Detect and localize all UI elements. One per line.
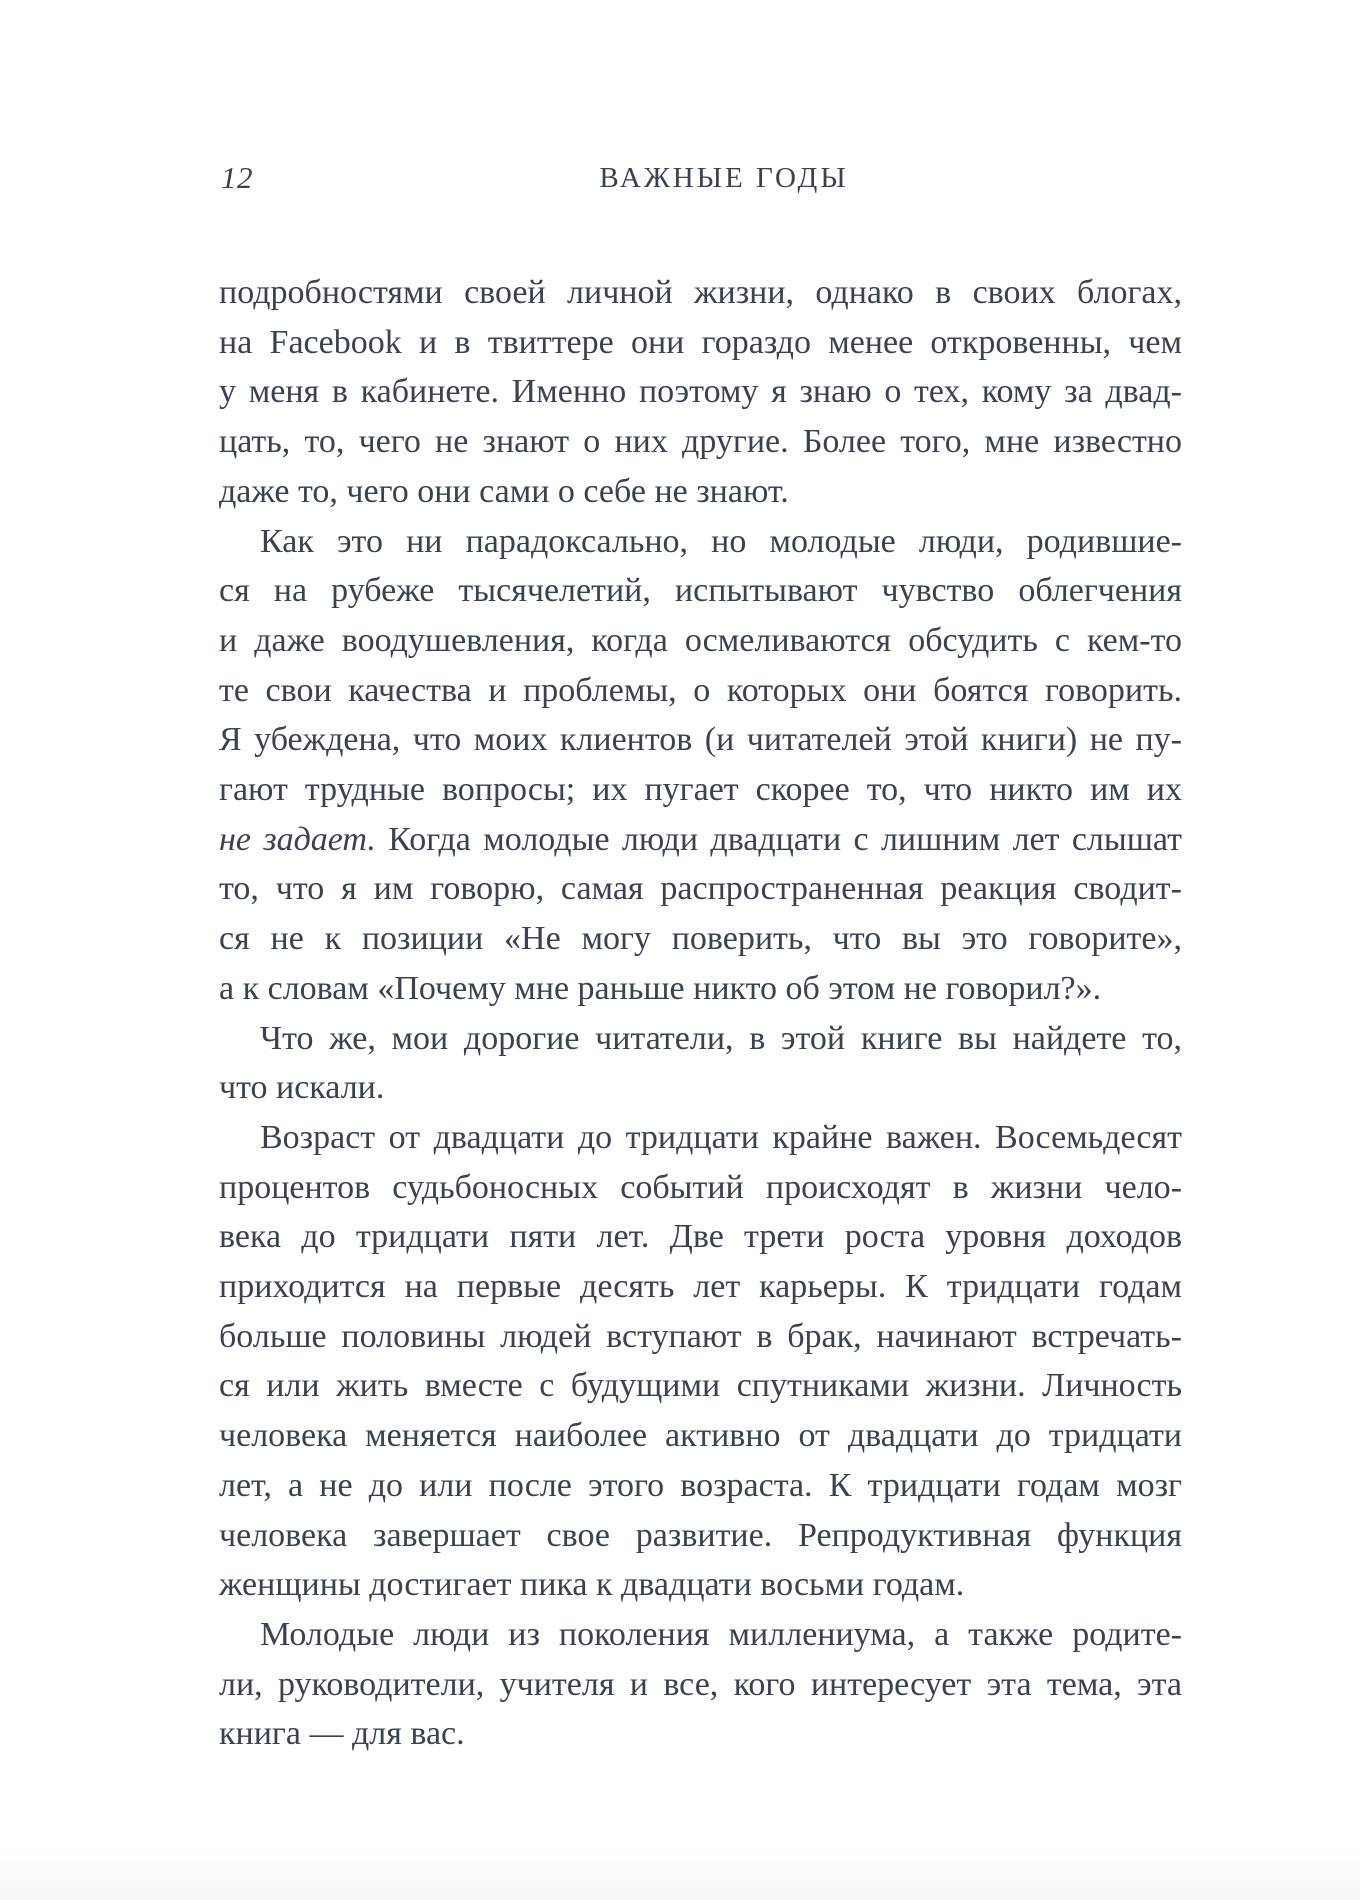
body-text <box>219 268 1182 1759</box>
text-line: то, что я им говорю, самая распространенная реакция сводит- <box>219 870 1182 908</box>
page-number: 12 <box>221 160 253 195</box>
text-line: ся или жить вместе с будущими спутниками жизни. Личность <box>219 1367 1182 1405</box>
text-line: у меня в кабинете. Именно поэтому я знаю о тех, кому за двад- <box>219 373 1182 411</box>
text-line: даже то, чего они сами о себе не знают. <box>219 472 789 510</box>
text-line: книга — для вас. <box>219 1715 465 1753</box>
page-edge-shading <box>0 1845 1360 1900</box>
text-line: подробностями своей личной жизни, однако в своих блогах, <box>219 274 1182 311</box>
text-line: человека завершает свое развитие. Репродуктивная функция <box>219 1516 1182 1554</box>
text-line: на Facebook и в твиттере они гораздо менее откровенны, чем <box>219 323 1182 361</box>
text-line: не задает. Когда молодые люди двадцати с лишним лет слышат <box>219 820 1182 858</box>
text-line: лет, а не до или после этого возраста. К тридцати годам мозг <box>219 1466 1182 1504</box>
text-line: процентов судьбоносных событий происходят в жизни чело- <box>219 1168 1182 1206</box>
running-head <box>219 160 1182 200</box>
text-line: что искали. <box>219 1069 385 1107</box>
text-line: века до тридцати пяти лет. Две трети роста уровня доходов <box>219 1218 1182 1256</box>
text-line: женщины достигает пика к двадцати восьми годам. <box>219 1566 965 1604</box>
text-line: те свои качества и проблемы, о которых они боятся говорить. <box>219 671 1182 709</box>
text-line: человека меняется наиболее активно от двадцати до тридцати <box>219 1417 1182 1455</box>
running-title: ВАЖНЫЕ ГОДЫ <box>599 162 849 194</box>
emphasis-text: не задает. <box>219 820 376 858</box>
text-line: а к словам «Почему мне раньше никто об этом не говорил?». <box>219 969 1102 1007</box>
text-line: Как это ни парадоксально, но молодые люди, родившие- <box>260 522 1182 560</box>
text-line: и даже воодушевления, когда осмеливаются обсудить с кем-то <box>219 621 1182 659</box>
text-line: Возраст от двадцати до тридцати крайне важен. Восемьдесят <box>260 1118 1182 1156</box>
text-line: ся на рубеже тысячелетий, испытывают чувство облегчения <box>219 572 1182 610</box>
text-line: гают трудные вопросы; их пугает скорее то, что никто им их <box>219 771 1182 809</box>
text-line: Я убеждена, что моих клиентов (и читателей этой книги) не пу- <box>219 721 1182 759</box>
text-line: ся не к позиции «Не могу поверить, что вы это говорите», <box>219 920 1182 958</box>
text-line: Молодые люди из поколения миллениума, а также родите- <box>260 1615 1182 1653</box>
text-line: Что же, мои дорогие читатели, в этой книге вы найдете то, <box>260 1019 1182 1057</box>
text-line: больше половины людей вступают в брак, начинают встречать- <box>219 1317 1182 1355</box>
text-line: ли, руководители, учителя и все, кого интересует эта тема, эта <box>219 1665 1182 1703</box>
text-line: цать, то, чего не знают о них другие. Более того, мне известно <box>219 423 1182 461</box>
text-line: приходится на первые десять лет карьеры. К тридцати годам <box>219 1268 1182 1306</box>
